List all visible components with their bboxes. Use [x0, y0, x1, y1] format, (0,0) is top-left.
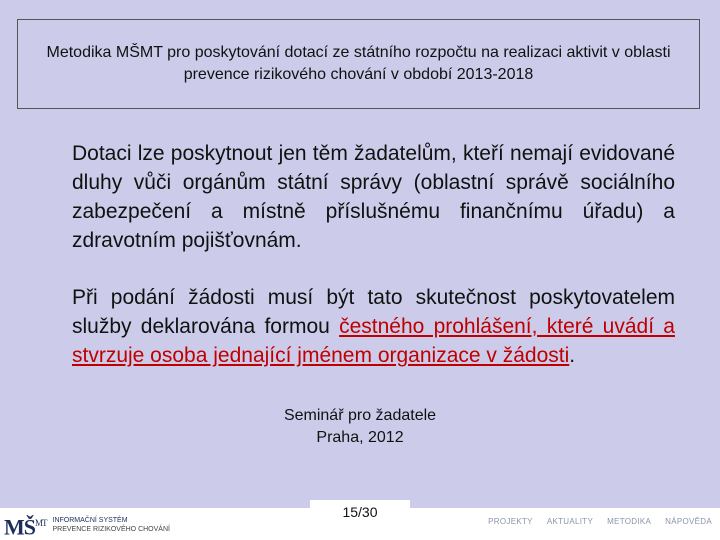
msmt-logo-mark: $MŠ^{MT}$: [4, 514, 47, 540]
paragraph-dluhy: Dotaci lze poskytnout jen těm žadatelům, kteří nemají evidované dluhy vůči orgánům státní správy (oblastní správě sociálního zabezpečení a místně příslušnému finančnímu úřadu) a zdravotním pojišťovnám.: [72, 142, 675, 252]
seminar-line-1: Seminář pro žadatele: [283, 407, 437, 424]
slide-title-box: [17, 19, 700, 109]
paragraph-prohlaseni: [72, 283, 675, 370]
nav-link-metodika[interactable]: METODIKA: [607, 517, 652, 526]
paragraph-prohlaseni-text: Při podání žádosti musí být tato skutečnost poskytovatelem služby deklarována formou: [72, 286, 675, 338]
seminar-caption: [0, 405, 720, 449]
footer-nav: [488, 517, 712, 526]
nav-link-aktuality[interactable]: AKTUALITY: [546, 517, 594, 526]
page-number: 15/30: [310, 500, 410, 524]
logo-text: [53, 516, 170, 534]
logo-line-2: PREVENCE RIZIKOVÉHO CHOVÁNÍ: [52, 526, 170, 534]
logo-line-1: INFORMAČNÍ SYSTÉM: [52, 517, 128, 525]
slide-title: Metodika MŠMT pro poskytování dotací ze státního rozpočtu na realizaci aktivit v oblasti prevence rizikového chování v období 2013-2018: [46, 44, 671, 83]
footer-bar: [0, 504, 720, 540]
cestne-prohlaseni-highlight: čestného prohlášení, které uvádí a stvrzuje osoba jednající jménem organizace v žádosti: [72, 315, 675, 367]
paragraph-prohlaseni-end: .: [569, 344, 576, 367]
nav-link-napoveda[interactable]: NÁPOVĚDA: [665, 517, 712, 526]
msmt-logo: [4, 512, 170, 538]
seminar-line-2: Praha, 2012: [316, 429, 404, 446]
nav-link-projekty[interactable]: PROJEKTY: [488, 517, 533, 526]
